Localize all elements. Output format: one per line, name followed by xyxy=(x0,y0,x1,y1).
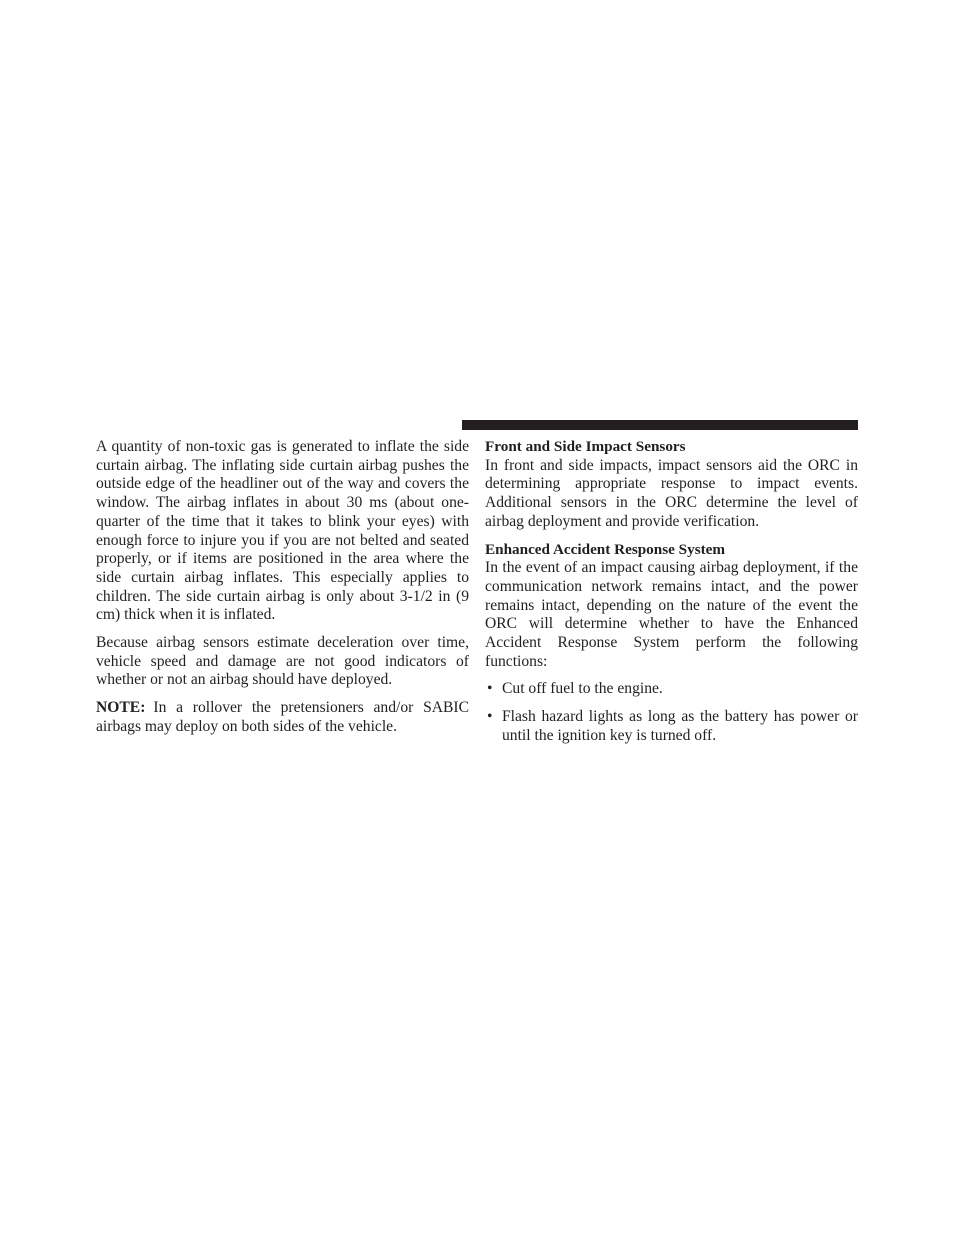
section-impact-sensors xyxy=(485,438,858,532)
paragraph-side-curtain-inflation: A quantity of non-toxic gas is generated to inflate the side curtain airbag. The inflating side curtain airbag pushes the outside edge of the headliner out of the way and covers the window. The airbag inflates in about 30 ms (about one-quarter of the time that it takes to blink your eyes) with enough force to injure you if you are not belted and seated properly, or if items are positioned in the area where the side curtain airbag inflates. This especially applies to children. The side curtain airbag is only about 3-1/2 in (9 cm) thick when it is inflated. xyxy=(96,438,469,624)
heading-impact-sensors: Front and Side Impact Sensors xyxy=(485,438,686,455)
note-label: NOTE: xyxy=(96,699,146,717)
list-item xyxy=(485,708,858,745)
paragraph-airbag-sensors: Because airbag sensors estimate deceleration over time, vehicle speed and damage are not good indicators of whether or not an airbag should have deployed. xyxy=(96,634,469,689)
heading-enhanced-accident-response: Enhanced Accident Response System xyxy=(485,540,726,558)
note-rollover xyxy=(96,699,469,736)
left-column xyxy=(96,438,469,746)
list-item-text: Cut off fuel to the engine. xyxy=(502,680,663,698)
bullet-icon: • xyxy=(487,708,493,726)
bullet-icon: • xyxy=(487,680,493,698)
right-column xyxy=(485,438,858,755)
list-item xyxy=(485,680,858,699)
note-text: In a rollover the pretensioners and/or SABIC airbags may deploy on both sides of the vehicle. xyxy=(96,699,469,735)
paragraph-impact-sensors: In front and side impacts, impact sensors aid the ORC in determining appropriate response to impact events. Additional sensors in the ORC determine the level of airbag deployment and provide verification. xyxy=(485,456,858,530)
paragraph-enhanced-accident-response: In the event of an impact causing airbag deployment, if the communication network remains intact, and the power remains intact, depending on the nature of the event the ORC will determine whether to have the Enhanced Accident Response System perform the following functions: xyxy=(485,559,858,670)
function-list xyxy=(485,680,858,745)
section-header-bar xyxy=(462,420,858,430)
section-enhanced-accident-response xyxy=(485,541,858,746)
list-item-text: Flash hazard lights as long as the battery has power or until the ignition key is turned off. xyxy=(502,708,858,744)
